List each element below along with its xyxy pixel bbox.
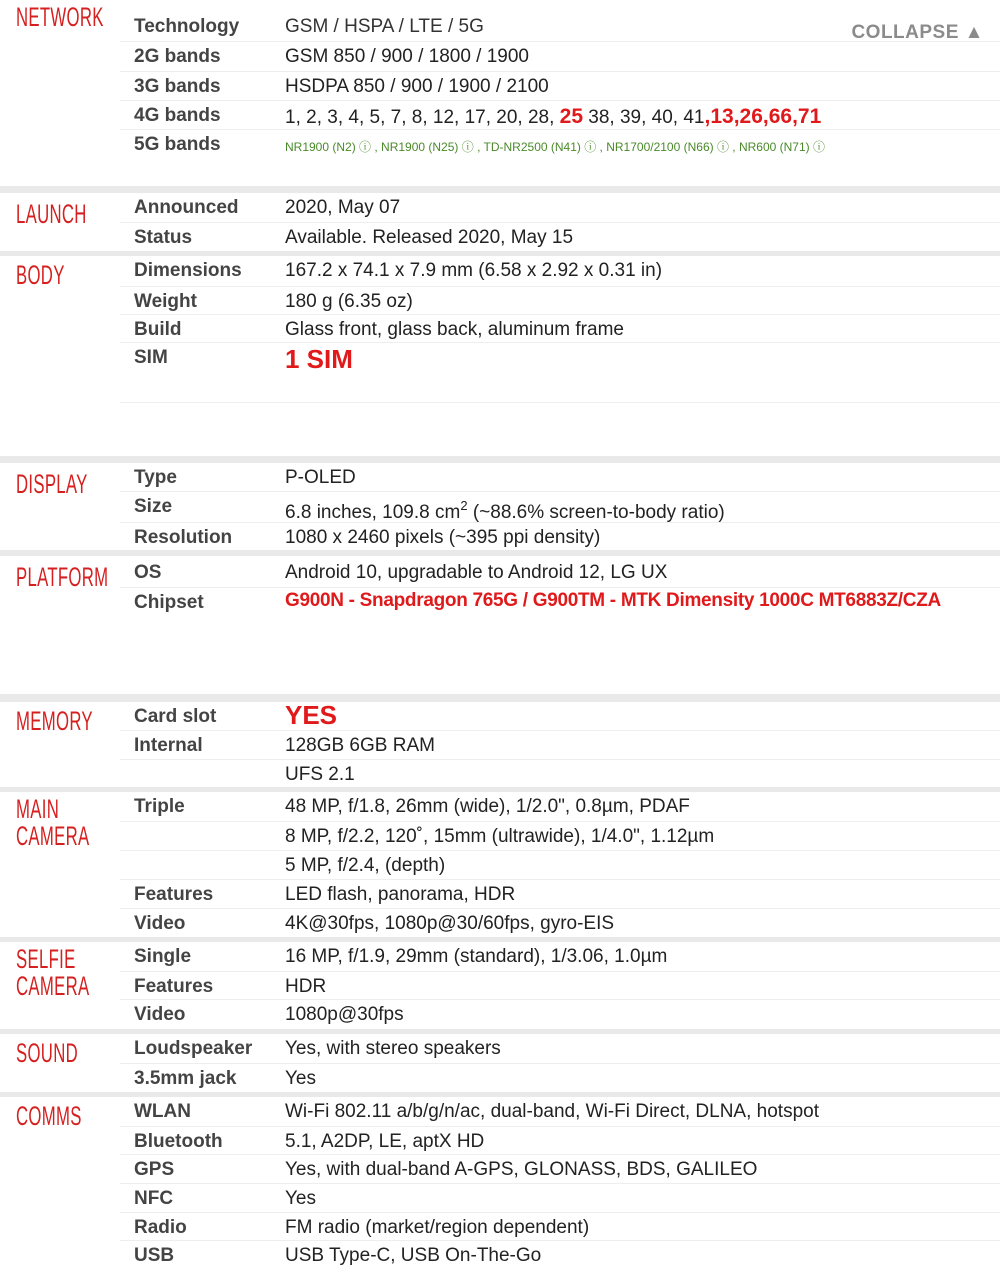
- spec-row: [120, 286, 1000, 315]
- spec-row: [120, 558, 1000, 587]
- spec-label: Technology: [134, 16, 240, 37]
- spec-row: [120, 792, 1000, 821]
- spec-value: FM radio (market/region dependent): [285, 1217, 590, 1238]
- spec-label: Features: [134, 976, 214, 997]
- spec-label: Weight: [134, 291, 197, 312]
- spec-row: [120, 1034, 1000, 1063]
- spec-label: Announced: [134, 197, 239, 218]
- section-title-memory: MEMORY: [16, 706, 93, 736]
- chipset-value: G900N - Snapdragon 765G / G900TM - MTK Dimensity 1000C MT6883Z/CZA: [285, 590, 941, 611]
- spec-row: [120, 1240, 1000, 1269]
- section-title-sound: SOUND: [16, 1038, 79, 1068]
- spec-label: Chipset: [134, 592, 204, 613]
- spec-row: [120, 850, 1000, 879]
- section-platform: [0, 556, 1000, 694]
- spec-value: 167.2 x 74.1 x 7.9 mm (6.58 x 2.92 x 0.31 in): [285, 260, 663, 281]
- section-display: [0, 463, 1000, 550]
- section-selfie-camera: [0, 942, 1000, 1029]
- spec-label: Internal: [134, 735, 203, 756]
- section-sound: [0, 1034, 1000, 1092]
- spec-label: 2G bands: [134, 46, 221, 67]
- spec-row: [120, 129, 1000, 158]
- spec-value: Android 10, upgradable to Android 12, LG UX: [285, 562, 668, 583]
- spec-value: Wi-Fi 802.11 a/b/g/n/ac, dual-band, Wi-Fi Direct, DLNA, hotspot: [285, 1101, 819, 1122]
- spec-value: Yes, with dual-band A-GPS, GLONASS, BDS, GALILEO: [285, 1159, 758, 1180]
- spec-row: [120, 342, 1000, 402]
- spec-label: Loudspeaker: [134, 1038, 253, 1059]
- spec-label: Build: [134, 319, 182, 340]
- section-comms: [0, 1097, 1000, 1272]
- spec-value: 8 MP, f/2.2, 120˚, 15mm (ultrawide), 1/4.0", 1.12µm: [285, 826, 715, 847]
- section-divider: [0, 694, 1000, 702]
- spec-value: 1080 x 2460 pixels (~395 ppi density): [285, 527, 601, 548]
- spec-row: [120, 942, 1000, 971]
- spec-value: P-OLED: [285, 467, 356, 488]
- spec-row: [120, 222, 1000, 251]
- spec-row: [120, 1126, 1000, 1155]
- size-text: (~88.6% screen-to-body ratio): [467, 502, 725, 523]
- spec-row: [120, 193, 1000, 222]
- section-main-camera: [0, 792, 1000, 937]
- spec-label: 3G bands: [134, 76, 221, 97]
- spec-value: USB Type-C, USB On-The-Go: [285, 1245, 542, 1266]
- spec-row: [120, 71, 1000, 100]
- spec-row: [120, 908, 1000, 937]
- spec-label: GPS: [134, 1159, 175, 1180]
- section-launch: [0, 193, 1000, 251]
- spec-row: [120, 314, 1000, 343]
- section-network: [0, 0, 1000, 186]
- spec-row: [120, 522, 1000, 551]
- spec-row: [120, 730, 1000, 759]
- spec-value: 128GB 6GB RAM: [285, 735, 435, 756]
- spec-value: UFS 2.1: [285, 764, 355, 785]
- band-highlight: 25: [559, 105, 583, 128]
- spec-value: 180 g (6.35 oz): [285, 291, 413, 312]
- spec-row: [120, 1063, 1000, 1092]
- spec-label: Size: [134, 496, 173, 517]
- section-divider: [0, 186, 1000, 193]
- spec-label: Triple: [134, 796, 185, 817]
- spec-row: [120, 971, 1000, 1000]
- section-title-platform: PLATFORM: [16, 562, 109, 592]
- spec-row: [120, 41, 1000, 70]
- spec-label: SIM: [134, 347, 168, 368]
- spec-value: 1080p@30fps: [285, 1004, 404, 1025]
- spec-value: HDR: [285, 976, 327, 997]
- section-title-selfie-camera: SELFIE CAMERA: [16, 944, 90, 1001]
- spec-row: [120, 256, 1000, 285]
- spec-label: Video: [134, 913, 186, 934]
- spec-row: [120, 999, 1000, 1028]
- spec-value: 2020, May 07: [285, 197, 401, 218]
- spec-value: [285, 498, 725, 524]
- superscript: 2: [460, 498, 468, 513]
- spec-row-empty: [120, 402, 1000, 432]
- spec-value: GSM / HSPA / LTE / 5G: [285, 16, 484, 37]
- spec-value-4g: [285, 105, 821, 129]
- spec-label: Bluetooth: [134, 1131, 223, 1152]
- spec-value: 4K@30fps, 1080p@30/60fps, gyro-EIS: [285, 913, 615, 934]
- spec-label: OS: [134, 562, 162, 583]
- spec-label: Card slot: [134, 706, 217, 727]
- card-slot-value: YES: [285, 700, 338, 730]
- section-title-comms: COMMS: [16, 1101, 82, 1131]
- spec-value: GSM 850 / 900 / 1800 / 1900: [285, 46, 530, 67]
- spec-label: Dimensions: [134, 260, 242, 281]
- section-body: [0, 256, 1000, 456]
- band-list: 38, 39, 40, 41: [588, 107, 705, 128]
- spec-row: [120, 463, 1000, 492]
- spec-row: [120, 491, 1000, 523]
- spec-label: Resolution: [134, 527, 233, 548]
- spec-value: LED flash, panorama, HDR: [285, 884, 516, 905]
- section-title-network: NETWORK: [16, 2, 104, 32]
- spec-value-5g[interactable]: NR1900 (N2) ⓘ , NR1900 (N25) ⓘ , TD-NR2500 (N41) ⓘ , NR1700/2100 (N66) ⓘ , NR600 (N71) ⓘ: [285, 140, 825, 154]
- spec-label: Type: [134, 467, 177, 488]
- section-memory: [0, 702, 1000, 787]
- spec-row: [120, 1154, 1000, 1183]
- spec-label: WLAN: [134, 1101, 191, 1122]
- spec-value: Yes: [285, 1068, 316, 1089]
- section-divider: [0, 456, 1000, 463]
- spec-label: 5G bands: [134, 134, 221, 155]
- band-list: 1, 2, 3, 4, 5, 7, 8, 12, 17, 20, 28,: [285, 107, 555, 128]
- spec-row: [120, 879, 1000, 908]
- spec-value: HSDPA 850 / 900 / 1900 / 2100: [285, 76, 549, 97]
- spec-label: Video: [134, 1004, 186, 1025]
- spec-row: [120, 821, 1000, 850]
- spec-label: Radio: [134, 1217, 187, 1238]
- spec-row: [120, 100, 1000, 129]
- spec-value: 48 MP, f/1.8, 26mm (wide), 1/2.0", 0.8µm, PDAF: [285, 796, 690, 817]
- section-title-body: BODY: [16, 260, 65, 290]
- spec-row: [120, 1097, 1000, 1126]
- spec-value: Available. Released 2020, May 15: [285, 227, 574, 248]
- spec-value: Yes: [285, 1188, 316, 1209]
- collapse-button[interactable]: COLLAPSE ▲: [851, 22, 984, 43]
- spec-value: 16 MP, f/1.9, 29mm (standard), 1/3.06, 1.0µm: [285, 946, 668, 967]
- spec-row: [120, 587, 1000, 671]
- spec-label: Single: [134, 946, 192, 967]
- spec-label: 3.5mm jack: [134, 1068, 237, 1089]
- section-title-launch: LAUNCH: [16, 199, 87, 229]
- spec-row: [120, 702, 1000, 731]
- spec-value: 5.1, A2DP, LE, aptX HD: [285, 1131, 485, 1152]
- spec-label: Status: [134, 227, 193, 248]
- band-highlight: ,13,26,66,71: [704, 105, 822, 128]
- size-text: 6.8 inches, 109.8 cm: [285, 502, 461, 523]
- spec-row: [120, 1183, 1000, 1212]
- section-title-main-camera: MAIN CAMERA: [16, 794, 90, 851]
- sim-value: 1 SIM: [285, 344, 353, 374]
- spec-value: Yes, with stereo speakers: [285, 1038, 501, 1059]
- spec-label: 4G bands: [134, 105, 221, 126]
- spec-value: Glass front, glass back, aluminum frame: [285, 319, 624, 340]
- spec-label: NFC: [134, 1188, 174, 1209]
- spec-row: [120, 12, 1000, 41]
- spec-label: Features: [134, 884, 214, 905]
- spec-row: [120, 1212, 1000, 1241]
- section-title-display: DISPLAY: [16, 469, 88, 499]
- spec-value: 5 MP, f/2.4, (depth): [285, 855, 446, 876]
- spec-row: [120, 759, 1000, 788]
- spec-label: USB: [134, 1245, 175, 1266]
